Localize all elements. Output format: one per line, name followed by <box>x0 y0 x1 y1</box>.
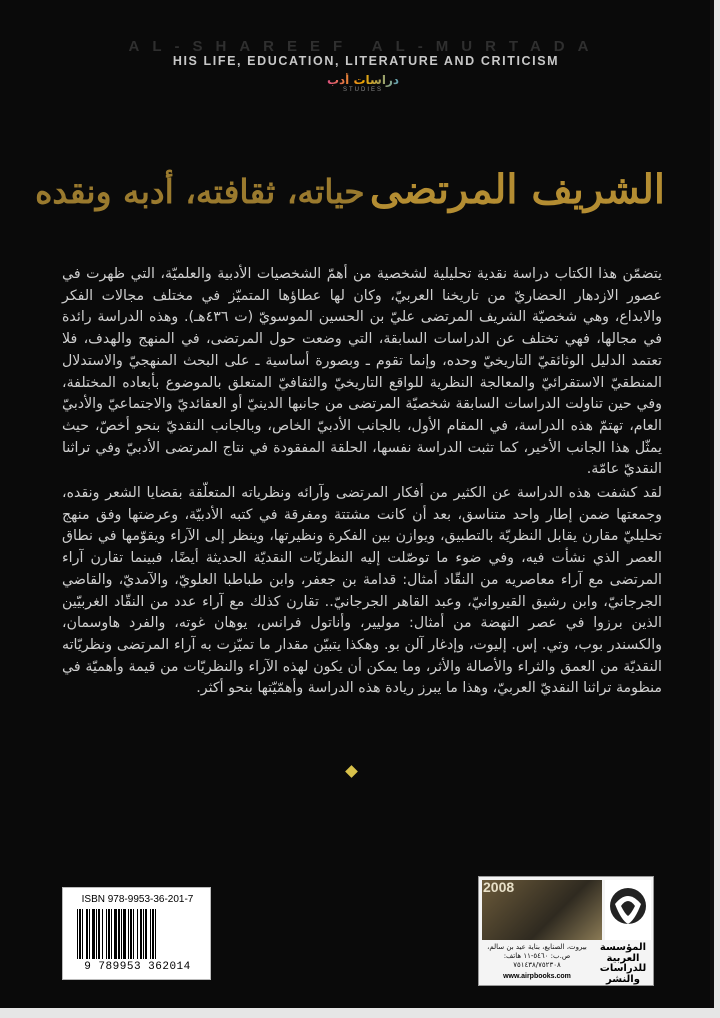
title-main: الشريف المرتضى <box>369 166 665 213</box>
english-author-name: AL-SHAREEF AL-MURTADA <box>128 38 602 55</box>
publisher-website: www.airpbooks.com <box>503 973 571 980</box>
publisher-box <box>478 876 654 986</box>
isbn-label: ISBN 978-9953-36-201-7 <box>81 894 194 905</box>
page-edge-right <box>714 0 720 1018</box>
series-logo-english: STUDIES <box>342 87 383 93</box>
blurb-paragraph-1: يتضمّن هذا الكتاب دراسة نقدية تحليلية لشخصية من أهمّ الشخصيات الأدبية والعلميّة، التي ظهرت في عصور الازدهار الحضاريّ من تاريخنا العربيّ، وكان لها عطاؤها المتميّز في مختلف مجالات الفكر والابداع، وهي شخصيّة الشريف المرتضى عليّ بن الحسين الموسويّ (ت ٤٣٦هـ). وهذه الدراسة رائدة في مجالها، فهي تختلف عن الدراسات السابقة، التي وضعت حول المرتضى، في المنهج والهدف، فلا تعتمد الدليل الوثائقيّ التاريخيّ وحده، وإنما تقوم ـ وبصورة أساسية ـ على البحث المنهجيّ والاستدلال المنطقيّ الاستقرائيّ والمعالجة النظرية للواقع التاريخيّ والثقافيّ المتعلق بالموضوع بأبعاده المختلفة، وفي حين تناولت الدراسات السابقة شخصيّة المرتضى من جانبها الدينيّ أو العقائديّ والاجتماعيّ والأدبيّ العام، تهتمّ هذه الدراسة، في المقام الأول، بالجانب الأدبيّ الخاص، وبالجانب النقديّ بنحو أخصّ، حيث يمثّل هذا الجانب الأخير، كما تثبت الدراسة نفسها، الحلقة المفقودة في نتاج المرتضى الأدبيّ وفي تراثنا النقديّ عامّة. <box>62 266 663 478</box>
publisher-emblem-icon <box>605 880 651 940</box>
publisher-address: بيروت، الصنايع، بناية عيد بن سالم، ص.ب: ٥٤٦٠-١١ هاتف: ٧٥١٤٣٨/٧٥٢٣٠٨ <box>487 943 587 969</box>
publisher-series-logo <box>318 73 408 93</box>
award-year: 2008 <box>483 879 515 895</box>
publisher-name: المؤسسة العربية للدراسات والنشر <box>599 942 647 985</box>
isbn-barcode <box>62 887 211 980</box>
blurb-paragraph-2: لقد كشفت هذه الدراسة عن الكثير من أفكار المرتضى وآرائه ونظرياته المتعلّقة بقضايا الشعر ونقده، وجمعتها ضمن إطار واحد متناسق، بعد أن كانت مشتتة ومفرقة في كتبه الأدبيّة، وعرضتها وفق منهج تحليليّ مقارن يقابل النظريّة بالتطبيق، ويوازن بين الفكرة ونظيرتها، وينظر إلى الآراء ويقوّمها في نطاق العصر الذي نشأت فيه، وفي ضوء ما توصّلت إليه النظريّات النقديّة الحديثة أيضًا، فبينما تقارن آراء المرتضى مع آراء معاصريه من النقّاد أمثال: قدامة بن جعفر، وابن طباطبا العلويّ، والآمديّ، والقاضي الجرجانيّ، وابن رشيق القيروانيّ، وعبد القاهر الجرجانيّ.. تقارن كذلك مع آراء عدد من النقّاد الغربيّين الذين برزوا في عصر النهضة من أمثال: موليير، وأناتول فرانس، يوهان غوته، والفرد هاوسمان، والكسندر بوب، وتي. إس. إليوت، وإدغار آلن بو. وهكذا يتبيّن مقدار ما تميّزت به آراء المرتضى ونظريّاته النقديّة من العمق والثراء والأصالة والأثر، وما يمكن أن يكون لهذه الآراء والنظريّات من قيمة وأهميّة في منظومة تراثنا النقديّ العربيّ، وهذا ما يبرز ريادة هذه الدراسة وأهمّيّتها بنحو أكثر. <box>62 485 662 697</box>
diamond-ornament-icon <box>345 765 358 778</box>
barcode-digits: 9 789953 362014 <box>84 961 191 973</box>
series-logo-arabic: دراسات أدب <box>318 73 408 87</box>
arabic-title <box>35 158 665 230</box>
title-sub: حياته، ثقافته، أدبه ونقده <box>35 172 365 211</box>
english-subtitle: HIS LIFE, EDUCATION, LITERATURE AND CRITICISM <box>172 54 560 68</box>
page-edge-bottom <box>0 1008 720 1018</box>
blurb-text <box>62 264 662 700</box>
barcode-bars <box>77 909 198 959</box>
